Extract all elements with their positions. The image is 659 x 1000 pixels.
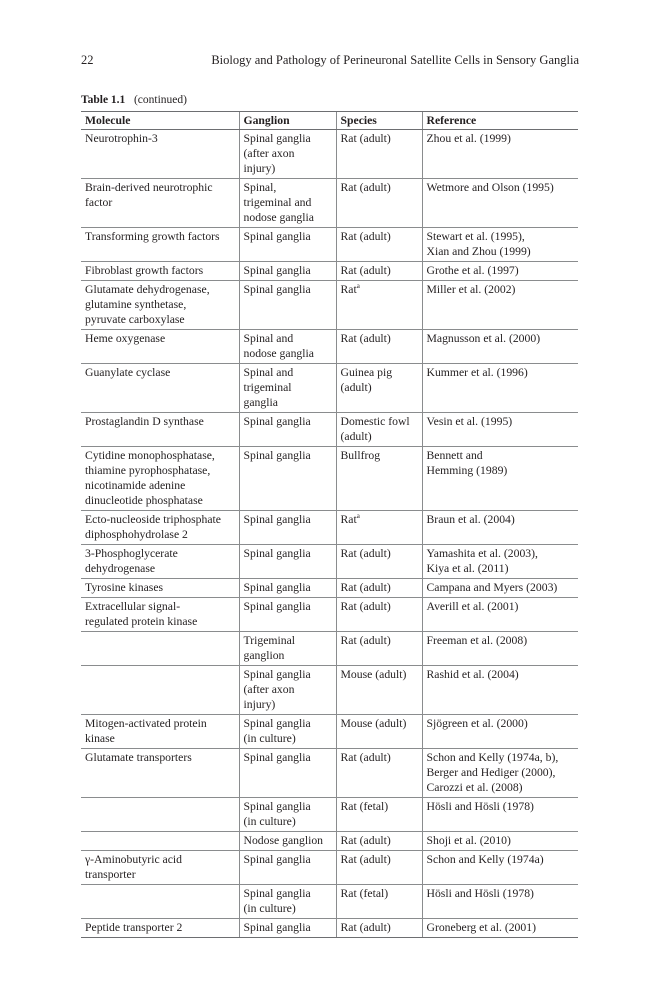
cell-ganglion xyxy=(239,798,336,832)
cell-molecule xyxy=(81,130,239,179)
cell-ganglion xyxy=(239,179,336,228)
table-row xyxy=(81,666,578,715)
ganglion-text: Spinal ganglia xyxy=(243,717,311,730)
species-text: Rat (fetal) xyxy=(340,887,389,900)
ganglion-text: nodose ganglia xyxy=(243,347,314,360)
ganglion-text: (in culture) xyxy=(243,732,296,745)
data-table xyxy=(81,111,578,938)
cell-molecule xyxy=(81,281,239,330)
table-row xyxy=(81,228,578,262)
ganglion-text: (after axon xyxy=(243,147,295,160)
table-label: Table 1.1 xyxy=(81,94,126,106)
molecule-text: dinucleotide phosphatase xyxy=(85,494,203,507)
cell-ganglion xyxy=(239,749,336,798)
cell-ganglion xyxy=(239,851,336,885)
ganglion-text: injury) xyxy=(243,698,276,711)
reference-text: Hemming (1989) xyxy=(426,464,508,477)
cell-reference xyxy=(422,666,578,715)
cell-reference xyxy=(422,851,578,885)
cell-reference xyxy=(422,885,578,919)
cell-reference xyxy=(422,447,578,511)
cell-reference xyxy=(422,598,578,632)
molecule-text: Extracellular signal- xyxy=(85,600,181,613)
reference-text: Kiya et al. (2011) xyxy=(426,562,509,575)
reference-text: Sjögreen et al. (2000) xyxy=(426,717,528,730)
ganglion-text: trigeminal xyxy=(243,381,292,394)
ganglion-text: trigeminal and xyxy=(243,196,312,209)
reference-text: Schon and Kelly (1974a) xyxy=(426,853,544,866)
reference-text: Bennett and xyxy=(426,449,483,462)
species-text: Rat (adult) xyxy=(340,600,391,613)
cell-reference xyxy=(422,715,578,749)
table-row xyxy=(81,179,578,228)
reference-text: Averill et al. (2001) xyxy=(426,600,519,613)
molecule-text: Prostaglandin D synthase xyxy=(85,415,204,428)
molecule-text: kinase xyxy=(85,732,115,745)
cell-reference xyxy=(422,545,578,579)
reference-text: Groneberg et al. (2001) xyxy=(426,921,536,934)
ganglion-text: Spinal, xyxy=(243,181,277,194)
cell-reference xyxy=(422,364,578,413)
ganglion-text: (after axon xyxy=(243,683,295,696)
ganglion-text: Spinal ganglia xyxy=(243,415,311,428)
reference-text: Braun et al. (2004) xyxy=(426,513,515,526)
cell-ganglion xyxy=(239,511,336,545)
cell-ganglion xyxy=(239,598,336,632)
cell-reference xyxy=(422,262,578,281)
ganglion-text: Spinal ganglia xyxy=(243,921,311,934)
table-row xyxy=(81,364,578,413)
reference-text: Vesin et al. (1995) xyxy=(426,415,513,428)
ganglion-text: Spinal and xyxy=(243,332,294,345)
column-header-reference: Reference xyxy=(422,112,578,130)
table-row xyxy=(81,851,578,885)
cell-molecule xyxy=(81,632,239,666)
table-row xyxy=(81,545,578,579)
molecule-text: factor xyxy=(85,196,113,209)
table-row xyxy=(81,598,578,632)
cell-molecule xyxy=(81,598,239,632)
species-text: Rat (adult) xyxy=(340,264,391,277)
cell-molecule xyxy=(81,364,239,413)
table-row xyxy=(81,919,578,938)
table-header-row xyxy=(81,112,578,130)
table-row xyxy=(81,262,578,281)
reference-text: Berger and Hediger (2000), xyxy=(426,766,556,779)
ganglion-text: Spinal ganglia xyxy=(243,600,311,613)
species-text: Rat xyxy=(340,513,357,526)
table-row xyxy=(81,413,578,447)
ganglion-text: Trigeminal xyxy=(243,634,296,647)
cell-ganglion xyxy=(239,919,336,938)
molecule-text: Ecto-nucleoside triphosphate xyxy=(85,513,221,526)
species-text: Rat (adult) xyxy=(340,921,391,934)
species-text: Rat xyxy=(340,283,357,296)
species-text: Mouse (adult) xyxy=(340,717,407,730)
cell-species xyxy=(336,832,422,851)
reference-text: Magnusson et al. (2000) xyxy=(426,332,541,345)
ganglion-text: (in culture) xyxy=(243,815,296,828)
cell-molecule xyxy=(81,885,239,919)
reference-text: Freeman et al. (2008) xyxy=(426,634,528,647)
species-text: Rat (adult) xyxy=(340,834,391,847)
table-row xyxy=(81,447,578,511)
ganglion-text: Spinal ganglia xyxy=(243,132,311,145)
cell-ganglion xyxy=(239,885,336,919)
table-body xyxy=(81,130,578,938)
species-text: Rat (adult) xyxy=(340,853,391,866)
molecule-text: Neurotrophin-3 xyxy=(85,132,158,145)
molecule-text: Glutamate transporters xyxy=(85,751,192,764)
molecule-text: Fibroblast growth factors xyxy=(85,264,204,277)
reference-text: Kummer et al. (1996) xyxy=(426,366,528,379)
reference-text: Grothe et al. (1997) xyxy=(426,264,519,277)
table-row xyxy=(81,130,578,179)
species-text: Rat (adult) xyxy=(340,132,391,145)
reference-text: Hösli and Hösli (1978) xyxy=(426,887,534,900)
page-number: 22 xyxy=(81,53,94,67)
cell-species xyxy=(336,851,422,885)
species-text: Bullfrog xyxy=(340,449,381,462)
molecule-text: nicotinamide adenine xyxy=(85,479,186,492)
ganglion-text: injury) xyxy=(243,162,276,175)
species-text: Domestic fowl xyxy=(340,415,410,428)
ganglion-text: Spinal ganglia xyxy=(243,581,311,594)
cell-species xyxy=(336,666,422,715)
ganglion-text: nodose ganglia xyxy=(243,211,314,224)
cell-reference xyxy=(422,919,578,938)
cell-molecule xyxy=(81,262,239,281)
cell-species xyxy=(336,179,422,228)
cell-ganglion xyxy=(239,130,336,179)
table-row xyxy=(81,798,578,832)
cell-molecule xyxy=(81,511,239,545)
cell-reference xyxy=(422,130,578,179)
molecule-text: Guanylate cyclase xyxy=(85,366,171,379)
table-row xyxy=(81,749,578,798)
ganglion-text: Spinal ganglia xyxy=(243,283,311,296)
ganglion-text: Spinal ganglia xyxy=(243,547,311,560)
cell-species xyxy=(336,798,422,832)
molecule-text: transporter xyxy=(85,868,136,881)
species-text: Rat (adult) xyxy=(340,634,391,647)
ganglion-text: ganglia xyxy=(243,396,278,409)
cell-reference xyxy=(422,749,578,798)
species-text: Rat (adult) xyxy=(340,230,391,243)
reference-text: Xian and Zhou (1999) xyxy=(426,245,531,258)
species-text: Rat (adult) xyxy=(340,581,391,594)
species-text: Rat (adult) xyxy=(340,751,391,764)
cell-molecule xyxy=(81,413,239,447)
cell-reference xyxy=(422,413,578,447)
running-title: Biology and Pathology of Perineuronal Satellite Cells in Sensory Ganglia xyxy=(211,53,579,67)
column-header-ganglion: Ganglion xyxy=(239,112,336,130)
cell-species xyxy=(336,545,422,579)
cell-species xyxy=(336,281,422,330)
cell-ganglion xyxy=(239,632,336,666)
cell-ganglion xyxy=(239,413,336,447)
molecule-text: Tyrosine kinases xyxy=(85,581,164,594)
molecule-text: Glutamate dehydrogenase, xyxy=(85,283,210,296)
table-row xyxy=(81,511,578,545)
molecule-text: Transforming growth factors xyxy=(85,230,220,243)
ganglion-text: Spinal ganglia xyxy=(243,264,311,277)
table-caption xyxy=(81,93,187,107)
reference-text: Campana and Myers (2003) xyxy=(426,581,558,594)
cell-ganglion xyxy=(239,666,336,715)
cell-species xyxy=(336,511,422,545)
species-text: Rat (adult) xyxy=(340,547,391,560)
cell-ganglion xyxy=(239,330,336,364)
table-row xyxy=(81,330,578,364)
cell-species xyxy=(336,228,422,262)
molecule-text: thiamine pyrophosphatase, xyxy=(85,464,211,477)
ganglion-text: Spinal ganglia xyxy=(243,853,311,866)
cell-reference xyxy=(422,330,578,364)
column-header-species: Species xyxy=(336,112,422,130)
cell-molecule xyxy=(81,447,239,511)
reference-text: Zhou et al. (1999) xyxy=(426,132,511,145)
reference-text: Schon and Kelly (1974a, b), xyxy=(426,751,559,764)
cell-ganglion xyxy=(239,262,336,281)
reference-text: Carozzi et al. (2008) xyxy=(426,781,523,794)
reference-text: Shoji et al. (2010) xyxy=(426,834,511,847)
molecule-text: Brain-derived neurotrophic xyxy=(85,181,213,194)
table-caption-note: (continued) xyxy=(133,94,187,106)
cell-molecule xyxy=(81,798,239,832)
table-row xyxy=(81,632,578,666)
reference-text: Miller et al. (2002) xyxy=(426,283,516,296)
species-text: Rat (fetal) xyxy=(340,800,389,813)
cell-molecule xyxy=(81,715,239,749)
cell-molecule xyxy=(81,851,239,885)
ganglion-text: Spinal ganglia xyxy=(243,800,311,813)
column-header-molecule: Molecule xyxy=(81,112,239,130)
molecule-text: glutamine synthetase, xyxy=(85,298,187,311)
cell-species xyxy=(336,364,422,413)
table-row xyxy=(81,885,578,919)
ganglion-text: Spinal ganglia xyxy=(243,887,311,900)
cell-molecule xyxy=(81,330,239,364)
reference-text: Hösli and Hösli (1978) xyxy=(426,800,534,813)
cell-molecule xyxy=(81,579,239,598)
cell-species xyxy=(336,598,422,632)
cell-reference xyxy=(422,798,578,832)
cell-ganglion xyxy=(239,579,336,598)
cell-species xyxy=(336,330,422,364)
molecule-text: 3-Phosphoglycerate xyxy=(85,547,178,560)
reference-text: Wetmore and Olson (1995) xyxy=(426,181,554,194)
footnote-marker: a xyxy=(356,282,360,290)
cell-species xyxy=(336,447,422,511)
cell-species xyxy=(336,413,422,447)
cell-species xyxy=(336,749,422,798)
molecule-text: pyruvate carboxylase xyxy=(85,313,185,326)
table-row xyxy=(81,281,578,330)
cell-molecule xyxy=(81,179,239,228)
cell-reference xyxy=(422,228,578,262)
species-text: (adult) xyxy=(340,430,372,443)
cell-ganglion xyxy=(239,281,336,330)
cell-species xyxy=(336,130,422,179)
cell-ganglion xyxy=(239,364,336,413)
ganglion-text: Spinal and xyxy=(243,366,294,379)
cell-molecule xyxy=(81,666,239,715)
cell-species xyxy=(336,579,422,598)
cell-species xyxy=(336,885,422,919)
cell-ganglion xyxy=(239,715,336,749)
cell-reference xyxy=(422,579,578,598)
ganglion-text: Spinal ganglia xyxy=(243,513,311,526)
cell-ganglion xyxy=(239,228,336,262)
molecule-text: regulated protein kinase xyxy=(85,615,198,628)
molecule-text: γ-Aminobutyric acid xyxy=(85,853,183,866)
molecule-text: dehydrogenase xyxy=(85,562,156,575)
cell-ganglion xyxy=(239,447,336,511)
ganglion-text: Spinal ganglia xyxy=(243,668,311,681)
table-row xyxy=(81,579,578,598)
cell-species xyxy=(336,262,422,281)
molecule-text: diphosphohydrolase 2 xyxy=(85,528,188,541)
species-text: (adult) xyxy=(340,381,372,394)
ganglion-text: (in culture) xyxy=(243,902,296,915)
cell-ganglion xyxy=(239,545,336,579)
cell-species xyxy=(336,919,422,938)
reference-text: Rashid et al. (2004) xyxy=(426,668,519,681)
cell-molecule xyxy=(81,749,239,798)
table-row xyxy=(81,715,578,749)
ganglion-text: Spinal ganglia xyxy=(243,449,311,462)
species-text: Mouse (adult) xyxy=(340,668,407,681)
molecule-text: Peptide transporter 2 xyxy=(85,921,183,934)
cell-species xyxy=(336,715,422,749)
molecule-text: Heme oxygenase xyxy=(85,332,166,345)
cell-reference xyxy=(422,632,578,666)
cell-molecule xyxy=(81,545,239,579)
species-text: Guinea pig xyxy=(340,366,393,379)
species-text: Rat (adult) xyxy=(340,181,391,194)
cell-reference xyxy=(422,832,578,851)
reference-text: Yamashita et al. (2003), xyxy=(426,547,538,560)
cell-ganglion xyxy=(239,832,336,851)
ganglion-text: ganglion xyxy=(243,649,285,662)
cell-reference xyxy=(422,281,578,330)
ganglion-text: Spinal ganglia xyxy=(243,751,311,764)
cell-reference xyxy=(422,179,578,228)
cell-molecule xyxy=(81,919,239,938)
cell-molecule xyxy=(81,832,239,851)
molecule-text: Cytidine monophosphatase, xyxy=(85,449,215,462)
ganglion-text: Spinal ganglia xyxy=(243,230,311,243)
cell-molecule xyxy=(81,228,239,262)
footnote-marker: a xyxy=(356,512,360,520)
cell-species xyxy=(336,632,422,666)
ganglion-text: Nodose ganglion xyxy=(243,834,324,847)
molecule-text: Mitogen-activated protein xyxy=(85,717,207,730)
species-text: Rat (adult) xyxy=(340,332,391,345)
table-row xyxy=(81,832,578,851)
cell-reference xyxy=(422,511,578,545)
reference-text: Stewart et al. (1995), xyxy=(426,230,525,243)
